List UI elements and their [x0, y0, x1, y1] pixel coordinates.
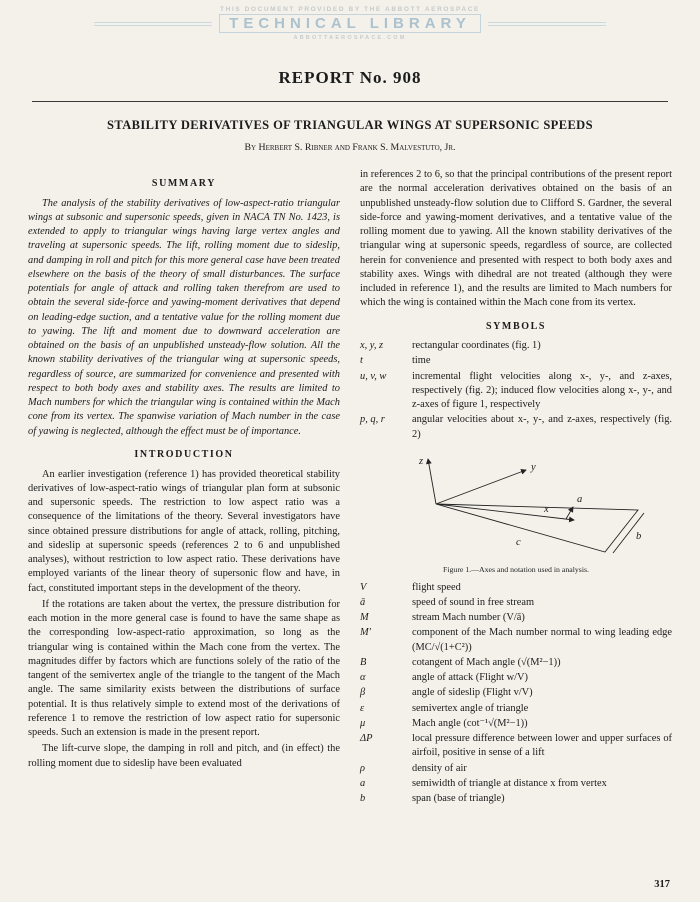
watermark-title-row [28, 14, 672, 33]
symbol-description: cotangent of Mach angle (√(M²−1)) [412, 656, 561, 668]
watermark-provider-text: THIS DOCUMENT PROVIDED BY THE ABBOTT AEROSPACE [220, 6, 480, 13]
symbol-name: x, y, z [360, 340, 384, 352]
axes-notation-diagram [368, 449, 664, 563]
figure-label-z: z [419, 455, 424, 467]
figure-label-y: y [531, 461, 536, 473]
symbol-row [360, 671, 672, 685]
symbol-description: angular velocities about x-, y-, and z-axes, respectively (fig. 2) [412, 414, 672, 440]
symbol-row [360, 717, 672, 731]
symbol-row [360, 656, 672, 670]
symbol-row [360, 732, 672, 761]
symbol-row [360, 413, 672, 442]
symbol-name: ρ [360, 762, 365, 774]
two-column-body [28, 168, 672, 807]
symbol-row [360, 354, 672, 368]
intro-paragraph-1: An earlier investigation (reference 1) has provided theoretical stability derivatives of low-aspect-ratio wings of triangular plan form at subsonic and supersonic speeds. The restriction to low aspect ratio was a consequence of the limitations of the theory. Several investigators have since obtained pressure distributions for angle of attack, rolling, pitching, and sideslip at supersonic speeds (references 2 to 6 and unpublished analyses), without restriction to low aspect ratio. These derivations have employed variants of the linear theory of supersonic flow and have, in fact, constituted important steps in the development of the theory. [28, 468, 340, 594]
symbol-name: α [360, 672, 366, 684]
symbol-name: V [360, 581, 367, 593]
left-column [28, 168, 340, 807]
symbol-description: angle of sideslip (Flight v/V) [412, 687, 533, 699]
intro-paragraph-3: The lift-curve slope, the damping in roll and pitch, and (in effect) the rolling moment due to sideslip have been evaluated [28, 743, 340, 769]
symbol-description: time [412, 355, 431, 367]
symbol-row [360, 626, 672, 655]
summary-paragraph: The analysis of the stability derivatives of low-aspect-ratio triangular wings at subsonic and supersonic speeds, given in NACA TN No. 1423, is extended to apply to triangular wings having large vertex angles and traveling at supersonic speeds. The lift, rolling moment due to sideslip, and damping in roll and pitch for this more general case have been treated elsewhere on the basis of the theory of small disturbances. The surface potentials for angle of attack and rolling taken therefrom are used to obtain the several side-force and yawing-moment derivatives that depend on leading-edge suction, and a tentative value for the rolling moment due to yawing. The lift and moment due to downward acceleration are obtained on the basis of an unpublished unsteady-flow solution. All the known stability derivatives of the triangular wing at supersonic speeds, regardless of source, are summarized for convenience and presented with respect to both body axes and stability axes. The results are limited to Mach numbers for which the triangular wing is contained within the Mach cone from its vertex. The spanwise variation of Mach number in the case of yawing is neglected, although the effect must be of importance. [28, 197, 340, 437]
symbol-description: semivertex angle of triangle [412, 702, 529, 714]
byline: By Herbert S. Ribner and Frank S. Malvestuto, Jr. [244, 142, 456, 153]
symbol-row [360, 581, 672, 595]
symbol-row [360, 777, 672, 791]
symbol-row [360, 762, 672, 776]
figure-caption: Figure 1.—Axes and notation used in analysis. [443, 564, 589, 574]
symbol-name: u, v, w [360, 370, 387, 382]
symbol-name: μ [360, 717, 366, 729]
right-column [360, 168, 672, 807]
paper-title: STABILITY DERIVATIVES OF TRIANGULAR WINGS AT SUPERSONIC SPEEDS [107, 118, 593, 132]
symbol-description: local pressure difference between lower and upper surfaces of airfoil, positive in sense of a lift [412, 733, 672, 759]
symbol-description: span (base of triangle) [412, 793, 505, 805]
continuation-paragraph: in references 2 to 6, so that the principal contributions of the present report are the normal acceleration derivatives obtained on the basis of an unpublished unsteady-flow solution due to Clifford S. Gardner, the several side-force and yawing-moment derivatives, and a tentative value of the rolling moment due to yawing. All the known stability derivatives of the triangular wing at supersonic speeds, regardless of source, are collected herein for convenience and presented with respect to both body axes and stability axes. Wings with dihedral are not treated (although they were included in reference 1), and the results are limited to Mach numbers for which the wing is contained within the Mach cone from its vertex. [360, 169, 672, 309]
watermark-site-url: ABBOTTAEROSPACE.COM [293, 35, 407, 41]
symbol-row [360, 702, 672, 716]
symbol-description: incremental flight velocities along x-, y-, and z-axes, respectively (fig. 2); induced flow velocities along x-, y-, and z-axes of figure 1, respectively [412, 370, 672, 411]
figure-1 [360, 449, 672, 576]
symbol-name: ΔP [360, 733, 373, 745]
symbol-row [360, 686, 672, 700]
symbol-description: semiwidth of triangle at distance x from vertex [412, 777, 607, 789]
symbol-name: M [360, 612, 369, 624]
symbol-description: speed of sound in free stream [412, 596, 535, 608]
symbol-name: t [360, 355, 363, 367]
figure-label-b: b [636, 530, 642, 542]
report-number: REPORT No. 908 [278, 68, 422, 87]
summary-heading: SUMMARY [151, 178, 217, 189]
symbol-description: stream Mach number (V/ā) [412, 612, 525, 624]
symbol-description: flight speed [412, 581, 461, 593]
watermark-library-title: TECHNICAL LIBRARY [219, 14, 481, 33]
symbol-name: p, q, r [360, 414, 385, 426]
symbol-name: a [360, 777, 366, 789]
symbol-description: component of the Mach number normal to wing leading edge (MC/√(1+C²)) [412, 627, 672, 653]
watermark [28, 6, 672, 41]
symbol-name: β [360, 687, 366, 699]
symbol-name: M′ [360, 627, 371, 639]
symbol-name: B [360, 656, 367, 668]
symbol-description: rectangular coordinates (fig. 1) [412, 340, 541, 352]
symbol-row [360, 611, 672, 625]
symbol-description: density of air [412, 762, 467, 774]
symbol-name: ā [360, 596, 366, 608]
title-divider [32, 101, 668, 102]
symbol-row [360, 370, 672, 413]
symbols-heading: SYMBOLS [485, 320, 547, 332]
symbol-row [360, 596, 672, 610]
symbol-name: ε [360, 702, 365, 714]
intro-paragraph-2: If the rotations are taken about the vertex, the pressure distribution for each motion in the more general case is found to have the same shape as the corresponding low-aspect-ratio approximation, so long as the triangular wing is contained within the Mach cone from the vertex. The magnitudes differ by factors which are functions solely of the ratio of the tangent of the semivertex angle of the triangle to the tangent of the Mach angle. The same similarity exists between the distributions of surface potential. It is thus relatively simple to extend most of the derivations of reference 1 to remove the restriction of low aspect ratio for supersonic speeds. Such an extension is made in the present report. [28, 598, 340, 739]
introduction-heading: INTRODUCTION [134, 448, 234, 460]
watermark-rule-left [94, 22, 212, 26]
symbol-description: angle of attack (Flight w/V) [412, 672, 528, 684]
page-number: 317 [654, 879, 670, 890]
symbol-row [360, 792, 672, 806]
watermark-rule-right [488, 22, 606, 26]
figure-label-x: x [544, 503, 549, 515]
symbol-name: b [360, 793, 366, 805]
figure-label-a: a [577, 493, 583, 505]
figure-label-c: c [516, 536, 521, 548]
symbol-description: Mach angle (cot⁻¹√(M²−1)) [412, 717, 528, 729]
symbol-row [360, 339, 672, 353]
